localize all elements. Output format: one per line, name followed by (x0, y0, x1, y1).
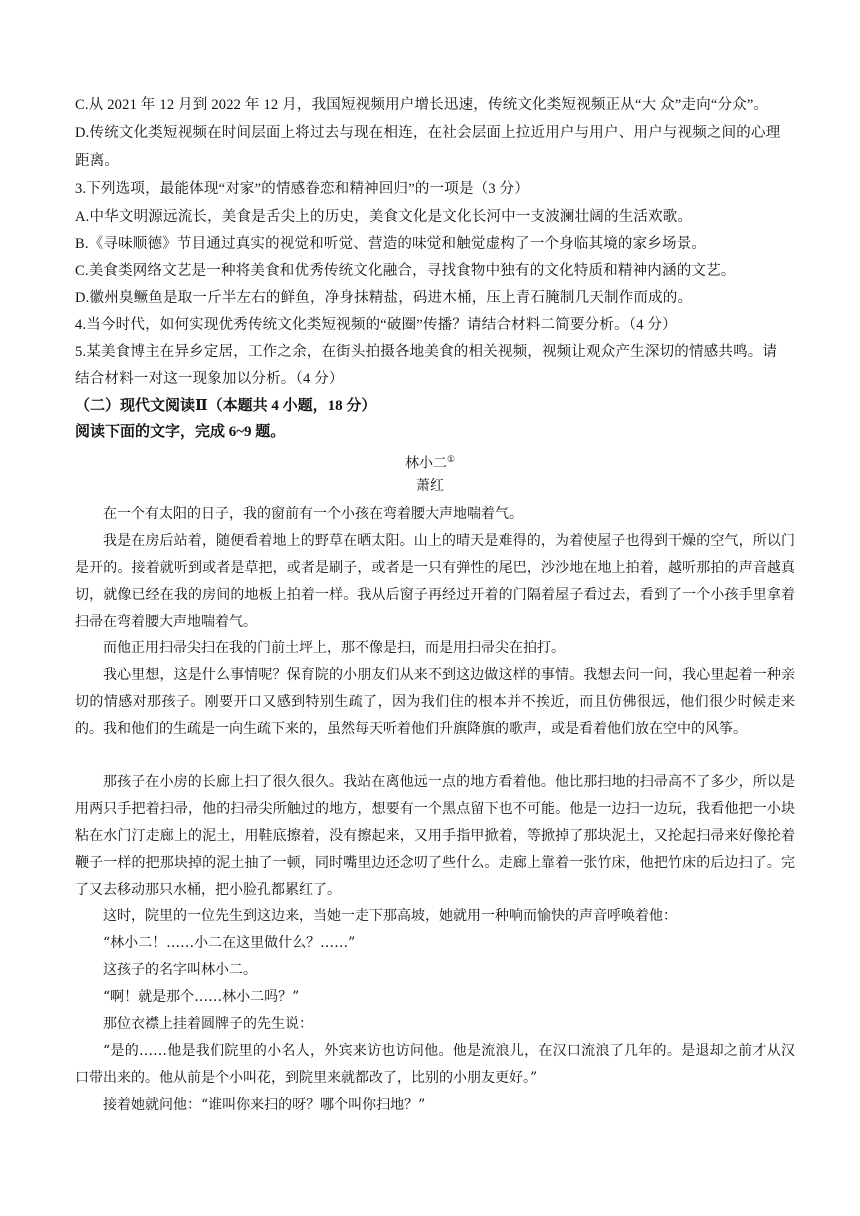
story-paragraph: “林小二！……小二在这里做什么？……” (103, 935, 356, 951)
story-paragraph: 我心里想，这是什么事情呢？保育院的小朋友们从来不到这边做这样的事情。我想去问一问，我心里起着一种亲切的情感对那孩子。刚要开口又感到特别生疏了，因为我们住的根本并不挨近，而且仿佛很远，他们很少时候走来的。我和他们的生疏是一向生疏下来的，虽然每天听着他们升旗降旗的歌声，或是看着他们放在空中的风筝。 (75, 667, 795, 737)
story-paragraph: “是的……他是我们院里的小名人，外宾来访也访问他。他是流浪儿，在汉口流浪了几年的。是退却之前才从汉口带出来的。他从前是个小叫花，到院里来就都改了，比别的小朋友更好。” (75, 1043, 795, 1086)
story-paragraph: 那孩子在小房的长廊上扫了很久很久。我站在离他远一点的地方看着他。他比那扫地的扫帚高不了多少，所以是用两只手把着扫帚，他的扫帚尖所触过的地方，想要有一个黑点留下也不可能。他是一边扫一边玩，我看他把一小块粘在水门汀走廊上的泥土，用鞋底擦着，没有擦起来，又用手指甲掀着，等掀掉了那块泥土，又抡起扫帚来好像抡着鞭子一样的把那块掉的泥土抽了一顿，同时嘴里边还念叨了些什么。走廊上靠着一张竹床，他把竹床的后边扫了。完了又去移动那只水桶，把小脸孔都累红了。 (75, 774, 795, 898)
footnote-mark: ① (446, 455, 456, 465)
question-3-option-b: B.《寻味顺德》节目通过真实的视觉和听觉、营造的味觉和触觉虚构了一个身临其境的家乡场景。 (75, 236, 707, 252)
story-paragraph: 而他正用扫帚尖扫在我的门前土坪上，那不像是扫，而是用扫帚尖在拍打。 (103, 640, 565, 656)
option-d-line1: D.传统文化类短视频在时间层面上将过去与现在相连，在社会层面上拉近用户与用户、用户与视频之间的心理 (75, 125, 781, 141)
story-paragraph: “啊！就是那个……林小二吗？” (103, 989, 300, 1005)
section-heading: （二）现代文阅读Ⅱ（本题共 4 小题，18 分） (75, 398, 377, 414)
question-3-stem: 3.下列选项，最能体现“对家”的情感眷恋和精神回归”的一项是（3 分） (75, 181, 530, 197)
question-5-line2: 结合材料一对这一现象加以分析。（4 分） (75, 371, 344, 387)
story-title: 林小二 (404, 455, 447, 472)
story-paragraph: 这时，院里的一位先生到这边来，当她一走下那高坡，她就用一种响而愉快的声音呼唤着他： (103, 908, 677, 924)
section-instruction: 阅读下面的文字，完成 6~9 题。 (75, 424, 286, 440)
story-paragraph: 那位衣襟上挂着圆牌子的先生说： (103, 1016, 313, 1032)
story-paragraph: 在一个有太阳的日子，我的窗前有一个小孩在弯着腰大声地喘着气。 (103, 506, 523, 522)
option-d-line2: 距离。 (75, 153, 120, 169)
question-5-line1: 5.某美食博主在异乡定居，工作之余，在街头拍摄各地美食的相关视频，视频让观众产生深切的情感共鸣。请 (75, 344, 778, 360)
story-author: 萧红 (416, 478, 444, 494)
question-3-option-a: A.中华文明源远流长，美食是舌尖上的历史，美食文化是文化长河中一支波澜壮阔的生活欢歌。 (75, 209, 693, 225)
story-paragraph: 接着她就问他：“谁叫你来扫的呀？哪个叫你扫地？” (103, 1097, 426, 1113)
question-3-option-d: D.徽州臭鳜鱼是取一斤半左右的鲜鱼，净身抹精盐，码进木桶，压上青石腌制几天制作而成的。 (75, 290, 693, 306)
option-c: C.从 2021 年 12 月到 2022 年 12 月，我国短视频用户增长迅速，传统文化类短视频正从“大 众”走向“分众”。 (75, 97, 769, 113)
story-paragraph: 我是在房后站着，随便看着地上的野草在晒太阳。山上的晴天是难得的，为着使屋子也得到干燥的空气，所以门是开的。接着就听到或者是草把，或者是刷子，或者是一只有弹性的尾巴，沙沙地在地上拍着，越听那拍的声音越真切，就像已经在我的房间的地板上拍着一样。我从后窗子再经过开着的门隔着屋子看过去，看到了一个小孩手里拿着扫帚在弯着腰大声地喘着气。 (75, 533, 795, 630)
story-paragraph: 这孩子的名字叫林小二。 (103, 962, 257, 978)
question-3-option-c: C.美食类网络文艺是一种将美食和优秀传统文化融合，寻找食物中独有的文化特质和精神内涵的文艺。 (75, 263, 736, 279)
story-title-line (0, 449, 860, 475)
question-4: 4.当今时代，如何实现优秀传统文化类短视频的“破圈”传播？请结合材料二简要分析。（4 分） (75, 317, 677, 333)
